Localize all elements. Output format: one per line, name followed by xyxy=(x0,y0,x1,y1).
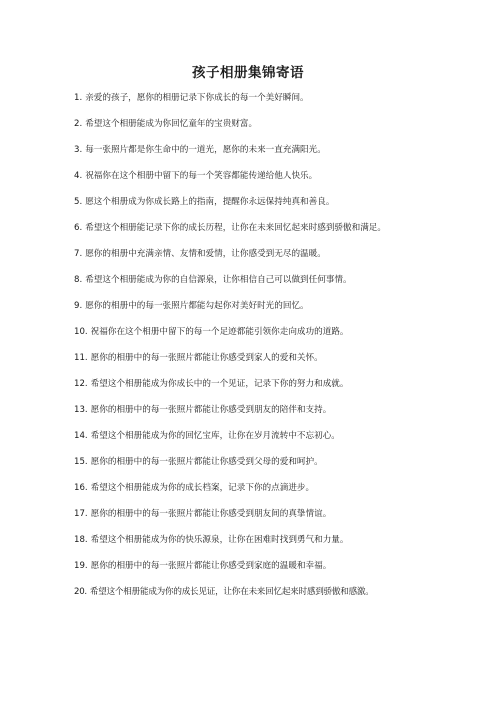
item-text: 愿你的相册中充满亲情、友情和爱情，让你感受到无尽的温暖。 xyxy=(85,249,326,259)
item-number: 20. xyxy=(74,587,87,597)
list-item xyxy=(74,482,430,495)
item-text: 希望这个相册能成为你的成长档案，记录下你的点滴进步。 xyxy=(90,483,315,493)
item-number: 17. xyxy=(74,509,88,519)
item-text: 愿你的相册中的每一张照片都能让你感受到家人的爱和关怀。 xyxy=(90,353,323,363)
item-text: 希望这个相册能成为你的成长见证，让你在未来回忆起来时感到骄傲和感激。 xyxy=(89,587,374,597)
item-number: 4. xyxy=(74,171,83,181)
item-number: 3. xyxy=(74,145,83,155)
list-item xyxy=(74,586,454,599)
list-item xyxy=(74,118,430,131)
item-text: 祝福你在这个相册中留下的每一个足迹都能引领你走向成功的道路。 xyxy=(90,327,349,337)
list-item xyxy=(74,92,430,105)
item-text: 希望这个相册能成为你的回忆宝库，让你在岁月流转中不忘初心。 xyxy=(90,431,340,441)
item-number: 19. xyxy=(74,561,88,571)
item-text: 祝福你在这个相册中留下的每一个笑容都能传递给他人快乐。 xyxy=(85,171,318,181)
list-item xyxy=(74,196,430,209)
wish-list xyxy=(74,92,430,612)
list-item xyxy=(74,326,430,339)
item-number: 8. xyxy=(74,275,83,285)
item-text: 愿你的相册中的每一张照片都能让你感受到朋友间的真挚情谊。 xyxy=(90,509,332,519)
list-item xyxy=(74,534,430,547)
item-text: 亲爱的孩子，愿你的相册记录下你成长的每一个美好瞬间。 xyxy=(85,93,309,103)
item-text: 希望这个相册能成为你的快乐源泉，让你在困难时找到勇气和力量。 xyxy=(90,535,349,545)
item-number: 10. xyxy=(74,327,88,337)
list-item xyxy=(74,248,430,261)
list-item xyxy=(74,170,430,183)
list-item xyxy=(74,404,430,417)
item-number: 1. xyxy=(74,93,83,103)
item-number: 6. xyxy=(74,223,83,233)
list-item xyxy=(74,508,430,521)
item-text: 愿这个相册成为你成长路上的指南，提醒你永远保持纯真和善良。 xyxy=(85,197,335,207)
item-number: 16. xyxy=(74,483,88,493)
item-text: 愿你的相册中的每一张照片都能让你感受到朋友的陪伴和支持。 xyxy=(90,405,332,415)
item-number: 14. xyxy=(74,431,88,441)
item-number: 5. xyxy=(74,197,83,207)
item-number: 9. xyxy=(74,301,83,311)
item-number: 7. xyxy=(74,249,83,259)
item-number: 12. xyxy=(74,379,88,389)
list-item xyxy=(74,300,430,313)
list-item xyxy=(74,430,430,443)
list-item xyxy=(74,378,430,391)
item-text: 愿你的相册中的每一张照片都能勾起你对美好时光的回忆。 xyxy=(85,301,309,311)
item-number: 13. xyxy=(74,405,88,415)
item-text: 希望这个相册能成为你成长中的一个见证，记录下你的努力和成就。 xyxy=(90,379,349,389)
item-number: 2. xyxy=(74,119,83,129)
item-text: 每一张照片都是你生命中的一道光，愿你的未来一直充满阳光。 xyxy=(85,145,326,155)
list-item xyxy=(74,144,430,157)
list-item xyxy=(74,274,430,287)
list-item xyxy=(74,560,430,573)
item-text: 愿你的相册中的每一张照片都能让你感受到家庭的温暖和幸福。 xyxy=(90,561,332,571)
item-number: 18. xyxy=(74,535,88,545)
item-text: 愿你的相册中的每一张照片都能让你感受到父母的爱和呵护。 xyxy=(90,457,323,467)
item-number: 15. xyxy=(74,457,88,467)
list-item xyxy=(74,456,430,469)
item-text: 希望这个相册能记录下你的成长历程，让你在未来回忆起来时感到骄傲和满足。 xyxy=(85,223,386,233)
list-item xyxy=(74,352,430,365)
item-text: 希望这个相册能成为你回忆童年的宝贵财富。 xyxy=(85,119,258,129)
item-number: 11. xyxy=(74,353,88,363)
page-title: 孩子相册集锦寄语 xyxy=(192,65,304,81)
item-text: 希望这个相册能成为你的自信源泉，让你相信自己可以做到任何事情。 xyxy=(85,275,352,285)
list-item xyxy=(74,222,430,235)
